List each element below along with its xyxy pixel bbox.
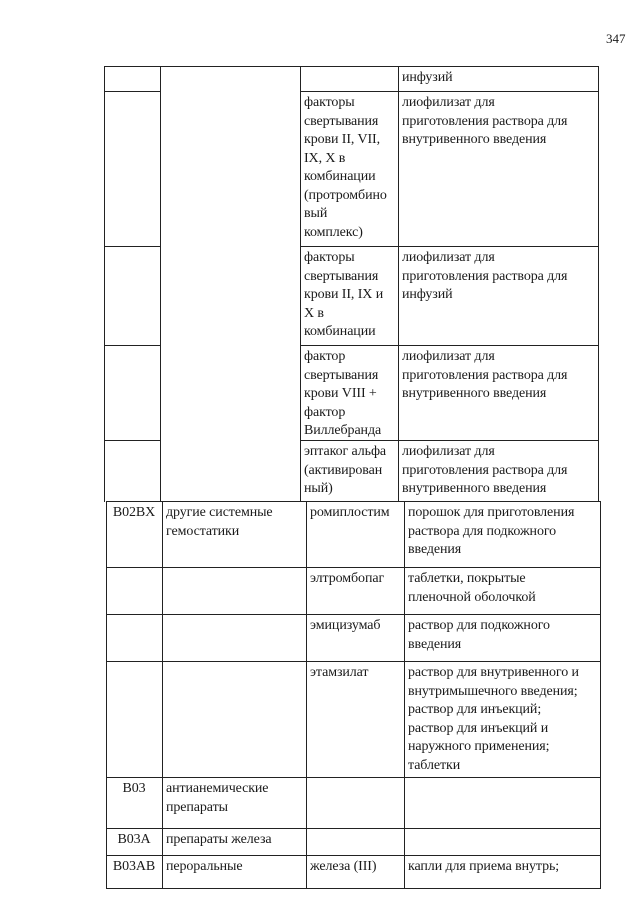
- dosage-form-line: приготовления раствора для: [402, 462, 568, 478]
- row-divider: [106, 777, 600, 778]
- dosage-form-line: лиофилизат для: [402, 95, 495, 110]
- row-divider: [104, 246, 160, 247]
- column-divider: [300, 246, 301, 346]
- column-divider: [306, 567, 307, 615]
- column-divider: [300, 91, 301, 247]
- drug-name-line: свертывания: [304, 367, 379, 383]
- group-name-line: гемостатики: [166, 523, 240, 539]
- column-divider: [600, 777, 601, 829]
- drug-name: [310, 570, 402, 589]
- column-divider: [106, 661, 107, 778]
- drug-name: [304, 94, 396, 242]
- drug-name-line: вый: [304, 206, 328, 221]
- drug-name-line: эптаког альфа: [304, 444, 387, 459]
- atc-code: B03: [122, 781, 146, 796]
- drug-name: [310, 504, 402, 523]
- column-divider: [104, 345, 105, 441]
- group-name: [166, 831, 304, 850]
- dosage-form: [408, 617, 598, 654]
- drug-name-line: крови VIII +: [304, 386, 377, 401]
- column-divider: [106, 567, 107, 615]
- column-divider: [306, 855, 307, 889]
- dosage-form-line: таблетки, покрытые: [408, 571, 526, 586]
- column-divider: [404, 614, 405, 662]
- column-divider: [398, 91, 399, 247]
- dosage-form-line: раствор для инъекций;: [408, 702, 542, 717]
- column-divider: [106, 614, 107, 662]
- drug-name-line: крови II, IX и: [304, 287, 384, 302]
- dosage-form: [408, 858, 598, 877]
- column-divider: [404, 828, 405, 856]
- drug-name: [310, 664, 402, 683]
- dosage-form: [402, 443, 596, 499]
- drug-name: [304, 348, 396, 441]
- drug-name-line: Виллебранда: [304, 423, 382, 438]
- column-divider: [598, 91, 599, 247]
- dosage-form: [402, 94, 596, 150]
- dosage-form: [402, 249, 596, 305]
- dosage-form-line: внутривенного введения: [402, 386, 547, 401]
- column-divider: [104, 440, 105, 502]
- dosage-form-line: инфузий: [402, 287, 453, 302]
- column-divider: [300, 66, 301, 92]
- column-divider: [398, 66, 399, 92]
- column-divider: [398, 246, 399, 346]
- table-border-top: [104, 66, 598, 67]
- atc-code: B03A: [117, 832, 151, 847]
- column-divider: [306, 501, 307, 568]
- column-divider: [598, 345, 599, 441]
- column-divider: [598, 440, 599, 502]
- column-divider: [398, 345, 399, 441]
- column-divider: [162, 855, 163, 889]
- dosage-form-line: раствор для инъекций и: [408, 720, 549, 736]
- atc-code: B03AB: [112, 859, 156, 874]
- column-divider: [600, 828, 601, 856]
- column-divider: [160, 345, 161, 441]
- drug-name: [310, 617, 402, 636]
- column-divider: [600, 614, 601, 662]
- dosage-form-line: приготовления раствора для: [402, 268, 568, 284]
- dosage-form-line: раствор для подкожного: [408, 618, 550, 633]
- drug-name-line: (активирован: [304, 462, 383, 478]
- dosage-form-line: внутривенного введения: [402, 481, 547, 496]
- drug-name-line: комплекс): [304, 224, 363, 240]
- column-divider: [306, 661, 307, 778]
- drug-name-line: свертывания: [304, 268, 379, 284]
- column-divider: [300, 345, 301, 441]
- group-name: [166, 858, 304, 877]
- column-divider: [600, 661, 601, 778]
- group-name-line: препараты железа: [166, 832, 272, 847]
- group-name-line: препараты: [166, 799, 228, 815]
- column-divider: [306, 614, 307, 662]
- column-divider: [162, 777, 163, 829]
- column-divider: [404, 855, 405, 889]
- drug-name-line: комбинации: [304, 324, 376, 339]
- column-divider: [398, 440, 399, 502]
- column-divider: [104, 66, 105, 92]
- dosage-form-line: внутримышечного введения;: [408, 683, 578, 699]
- column-divider: [160, 246, 161, 346]
- drug-name-line: факторы: [304, 250, 355, 265]
- row-divider: [106, 855, 600, 856]
- drug-name: [310, 858, 402, 877]
- row-divider: [106, 501, 600, 502]
- row-divider: [300, 440, 598, 441]
- column-divider: [598, 66, 599, 92]
- dosage-form-line: раствора для подкожного: [408, 523, 557, 539]
- column-divider: [404, 661, 405, 778]
- drug-name: [304, 249, 396, 342]
- drug-name: [304, 443, 396, 499]
- dosage-form-line: инфузий: [402, 70, 453, 85]
- dosage-form-line: таблетки: [408, 757, 461, 773]
- drug-name-line: фактор: [304, 404, 346, 420]
- row-divider: [104, 91, 160, 92]
- drug-name-line: IX, X в: [304, 150, 346, 166]
- drug-name-line: ромиплостим: [310, 505, 390, 520]
- column-divider: [306, 777, 307, 829]
- drug-name-line: крови II, VII,: [304, 132, 381, 147]
- dosage-form-line: внутривенного введения: [402, 132, 547, 147]
- row-divider: [106, 828, 600, 829]
- dosage-form: [402, 69, 596, 88]
- dosage-form: [408, 570, 598, 607]
- column-divider: [600, 567, 601, 615]
- drug-name-line: X в: [304, 305, 324, 321]
- dosage-form-line: наружного применения;: [408, 739, 550, 754]
- group-name-line: антианемические: [166, 781, 269, 796]
- page-number: 347: [606, 31, 626, 46]
- row-divider: [104, 345, 160, 346]
- column-divider: [160, 91, 161, 247]
- dosage-form-line: лиофилизат для: [402, 349, 495, 364]
- row-divider: [106, 614, 600, 615]
- dosage-form: [408, 504, 598, 560]
- column-divider: [160, 440, 161, 502]
- column-divider: [162, 614, 163, 662]
- dosage-form: [402, 348, 596, 404]
- drug-name-line: этамзилат: [310, 665, 369, 680]
- column-divider: [162, 501, 163, 568]
- column-divider: [598, 246, 599, 346]
- drug-name-line: фактор: [304, 349, 346, 364]
- row-divider: [106, 567, 600, 568]
- drug-name-line: (протромбино: [304, 187, 387, 203]
- column-divider: [160, 66, 161, 92]
- drug-name-line: свертывания: [304, 113, 379, 129]
- drug-name-line: эмицизумаб: [310, 618, 381, 633]
- dosage-form-line: введения: [408, 542, 462, 557]
- column-divider: [162, 661, 163, 778]
- table-border-bottom: [106, 888, 600, 889]
- column-divider: [600, 855, 601, 889]
- dosage-form-line: введения: [408, 636, 462, 652]
- group-name-line: другие системные: [166, 505, 273, 520]
- group-name: [166, 504, 304, 541]
- column-divider: [162, 567, 163, 615]
- row-divider: [300, 345, 598, 346]
- group-name: [166, 780, 304, 817]
- dosage-form-line: лиофилизат для: [402, 250, 495, 265]
- dosage-form-line: капли для приема внутрь;: [408, 859, 560, 874]
- dosage-form-line: порошок для приготовления: [408, 505, 575, 520]
- dosage-form-line: лиофилизат для: [402, 444, 495, 459]
- dosage-form-line: раствор для внутривенного и: [408, 665, 579, 680]
- column-divider: [306, 828, 307, 856]
- drug-name-line: факторы: [304, 95, 355, 110]
- drug-name-line: комбинации: [304, 169, 376, 184]
- column-divider: [162, 828, 163, 856]
- column-divider: [300, 440, 301, 502]
- dosage-form-line: приготовления раствора для: [402, 367, 568, 383]
- column-divider: [404, 777, 405, 829]
- row-divider: [106, 661, 600, 662]
- column-divider: [104, 246, 105, 346]
- drug-name-line: ный): [304, 481, 333, 496]
- row-divider: [300, 91, 598, 92]
- column-divider: [404, 567, 405, 615]
- atc-code: B02BX: [112, 505, 156, 520]
- dosage-form: [408, 664, 598, 775]
- drug-name-line: железа (III): [310, 859, 377, 874]
- dosage-form-line: приготовления раствора для: [402, 113, 568, 129]
- group-name-line: пероральные: [166, 859, 243, 874]
- drug-name-line: элтромбопаг: [310, 571, 385, 586]
- row-divider: [104, 440, 160, 441]
- column-divider: [404, 501, 405, 568]
- column-divider: [104, 91, 105, 247]
- column-divider: [600, 501, 601, 568]
- dosage-form-line: пленочной оболочкой: [408, 589, 536, 605]
- row-divider: [300, 246, 598, 247]
